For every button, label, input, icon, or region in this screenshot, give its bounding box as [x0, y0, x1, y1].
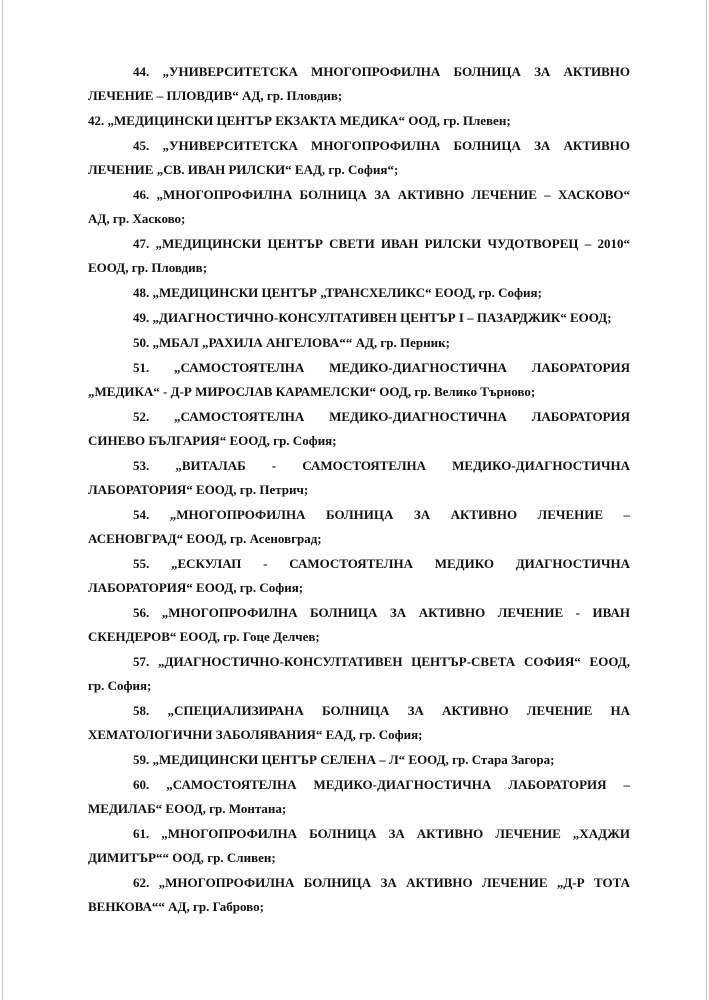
document-page — [2, 0, 707, 1000]
list-item — [88, 60, 630, 108]
list-item-line: ЛАБОРАТОРИЯ“ ЕООД, гр. Петрич; — [88, 482, 309, 497]
list-item — [88, 109, 630, 133]
list-item-line: 49. „ДИАГНОСТИЧНО-КОНСУЛТАТИВЕН ЦЕНТЪР I – ПАЗАРДЖИК“ ЕООД; — [133, 310, 612, 325]
list-item — [88, 331, 630, 355]
list-item — [88, 822, 630, 870]
list-item-line: 46. „МНОГОПРОФИЛНА БОЛНИЦА ЗА АКТИВНО ЛЕЧЕНИЕ – ХАСКОВО“ — [133, 187, 630, 202]
list-item-line: ЛЕЧЕНИЕ „СВ. ИВАН РИЛСКИ“ ЕАД, гр. София“; — [88, 162, 399, 177]
list-item-line: 50. „МБАЛ „РАХИЛА АНГЕЛОВА““ АД, гр. Перник; — [133, 335, 450, 350]
list-item-line: 60. „САМОСТОЯТЕЛНА МЕДИКО-ДИАГНОСТИЧНА ЛАБОРАТОРИЯ – — [133, 777, 630, 792]
list-item — [88, 748, 630, 772]
list-item-line: АСЕНОВГРАД“ ЕООД, гр. Асеновград; — [88, 531, 322, 546]
list-item-line: 54. „МНОГОПРОФИЛНА БОЛНИЦА ЗА АКТИВНО ЛЕЧЕНИЕ – — [133, 507, 630, 522]
list-item-line: ДИМИТЪР““ ООД, гр. Сливен; — [88, 850, 276, 865]
list-item — [88, 356, 630, 404]
list-item-line: 56. „МНОГОПРОФИЛНА БОЛНИЦА ЗА АКТИВНО ЛЕЧЕНИЕ - ИВАН — [133, 605, 630, 620]
list-item-line: 44. „УНИВЕРСИТЕТСКА МНОГОПРОФИЛНА БОЛНИЦА ЗА АКТИВНО — [133, 64, 630, 79]
list-item-line: 48. „МЕДИЦИНСКИ ЦЕНТЪР „ТРАНСХЕЛИКС“ ЕООД, гр. София; — [133, 285, 542, 300]
list-item — [88, 306, 630, 330]
list-item-line: ВЕНКОВА““ АД, гр. Габрово; — [88, 899, 264, 914]
list-item — [88, 699, 630, 747]
list-item-line: 61. „МНОГОПРОФИЛНА БОЛНИЦА ЗА АКТИВНО ЛЕЧЕНИЕ „ХАДЖИ — [133, 826, 630, 841]
list-item — [88, 281, 630, 305]
list-item — [88, 503, 630, 551]
list-item-line: 42. „МЕДИЦИНСКИ ЦЕНТЪР ЕКЗАКТА МЕДИКА“ ООД, гр. Плевен; — [88, 113, 511, 128]
list-item — [88, 405, 630, 453]
list-item — [88, 232, 630, 280]
list-item-line: 55. „ЕСКУЛАП - САМОСТОЯТЕЛНА МЕДИКО ДИАГНОСТИЧНА — [133, 556, 630, 571]
list-item — [88, 601, 630, 649]
list-item — [88, 134, 630, 182]
list-item-line: СКЕНДЕРОВ“ ЕООД, гр. Гоце Делчев; — [88, 629, 320, 644]
list-item-line: ХЕМАТОЛОГИЧНИ ЗАБОЛЯВАНИЯ“ ЕАД, гр. София; — [88, 727, 423, 742]
list-item-line: 59. „МЕДИЦИНСКИ ЦЕНТЪР СЕЛЕНА – Л“ ЕООД, гр. Стара Загора; — [133, 752, 555, 767]
list-item-line: гр. София; — [88, 678, 152, 693]
list-item-line: ЛЕЧЕНИЕ – ПЛОВДИВ“ АД, гр. Пловдив; — [88, 88, 343, 103]
list-item — [88, 773, 630, 821]
list-item-line: „МЕДИКА“ - Д-Р МИРОСЛАВ КАРАМЕЛСКИ“ ООД, гр. Велико Търново; — [88, 384, 536, 399]
list-item-line: ЕООД, гр. Пловдив; — [88, 260, 208, 275]
list-item — [88, 552, 630, 600]
list-item — [88, 871, 630, 919]
list-item-line: ЛАБОРАТОРИЯ“ ЕООД, гр. София; — [88, 580, 304, 595]
list-item-line: 62. „МНОГОПРОФИЛНА БОЛНИЦА ЗА АКТИВНО ЛЕЧЕНИЕ „Д-Р ТОТА — [133, 875, 630, 890]
list-item-line: 58. „СПЕЦИАЛИЗИРАНА БОЛНИЦА ЗА АКТИВНО ЛЕЧЕНИЕ НА — [133, 703, 630, 718]
list-item-line: СИНЕВО БЪЛГАРИЯ“ ЕООД, гр. София; — [88, 433, 337, 448]
list-item-line: 47. „МЕДИЦИНСКИ ЦЕНТЪР СВЕТИ ИВАН РИЛСКИ ЧУДОТВОРЕЦ – 2010“ — [133, 236, 630, 251]
list-item — [88, 183, 630, 231]
document-body — [88, 60, 630, 920]
list-item-line: 52. „САМОСТОЯТЕЛНА МЕДИКО-ДИАГНОСТИЧНА ЛАБОРАТОРИЯ — [133, 409, 630, 424]
list-item-line: 45. „УНИВЕРСИТЕТСКА МНОГОПРОФИЛНА БОЛНИЦА ЗА АКТИВНО — [133, 138, 630, 153]
list-item-line: 51. „САМОСТОЯТЕЛНА МЕДИКО-ДИАГНОСТИЧНА ЛАБОРАТОРИЯ — [133, 360, 630, 375]
list-item — [88, 454, 630, 502]
list-item — [88, 650, 630, 698]
list-item-line: 53. „ВИТАЛАБ - САМОСТОЯТЕЛНА МЕДИКО-ДИАГНОСТИЧНА — [133, 458, 630, 473]
list-item-line: МЕДИЛАБ“ ЕООД, гр. Монтана; — [88, 801, 287, 816]
list-item-line: АД, гр. Хасково; — [88, 211, 186, 226]
list-item-line: 57. „ДИАГНОСТИЧНО-КОНСУЛТАТИВЕН ЦЕНТЪР-СВЕТА СОФИЯ“ ЕООД, — [133, 654, 630, 669]
